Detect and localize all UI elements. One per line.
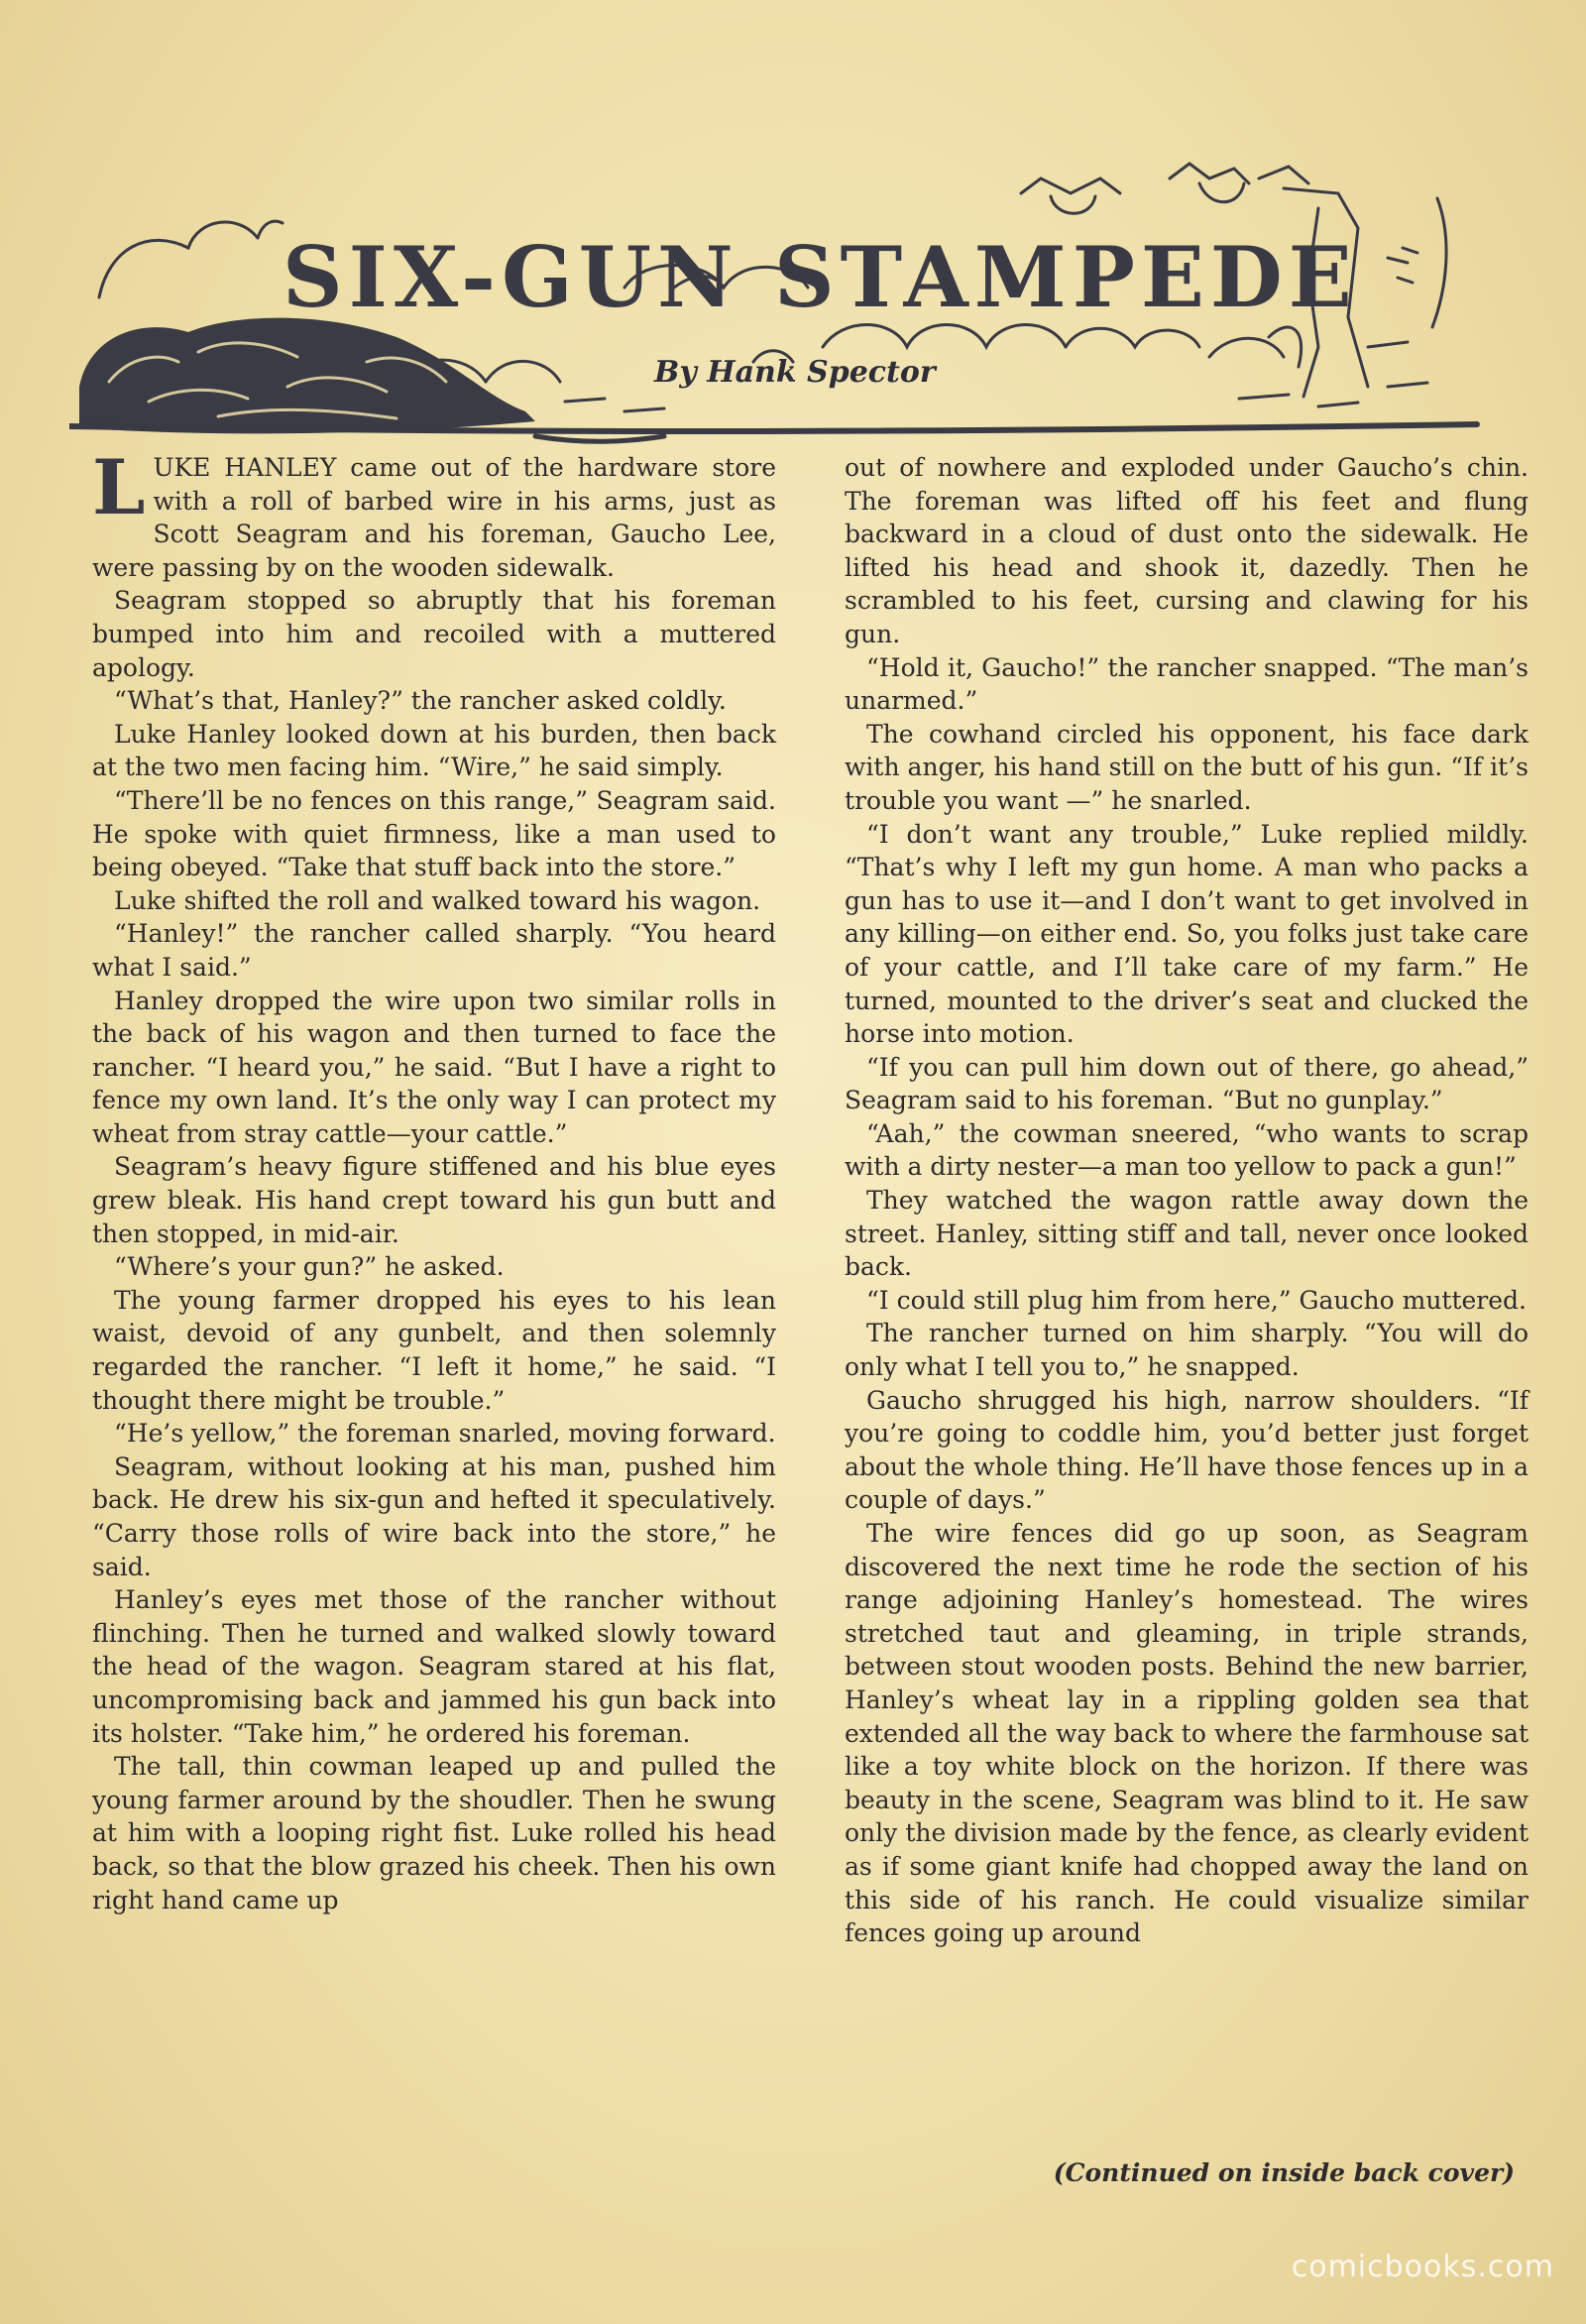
story-paragraph: The wire fences did go up soon, as Seagram discovered the next time he rode the section of his range adjoining Hanley’s homestead. The wires stretched taut and gleaming, in triple strands, between stout wooden posts. Behind the new barrier, Hanley’s wheat lay in a rippling golden sea that extended all the way back to where the farmhouse sat like a toy white block on the horizon. If there was beauty in the scene, Seagram was blind to it. He saw only the division made by the fence, as clearly evident as if some giant knife had chopped away the land on this side of his ranch. He could visualize similar fences going up around (845, 1519, 1529, 1948)
story-title: SIX-GUN STAMPEDE (283, 228, 1358, 326)
story-paragraph: Seagram stopped so abruptly that his foreman bumped into him and recoiled with a muttered apology. (92, 586, 776, 682)
story-paragraph: “Where’s your gun?” he asked. (114, 1252, 505, 1282)
site-watermark: comicbooks.com (1291, 2250, 1554, 2284)
story-paragraph: The cowhand circled his opponent, his face dark with anger, his hand still on the butt of his gun. “If it’s trouble you want —” he snarled. (845, 719, 1529, 815)
opening-paragraph-text: UKE HANLEY came out of the hardware store with a roll of barbed wire in his arms, just as Scott Seagram and his foreman, Gaucho Lee, were passing by on the wooden sidewalk. (92, 453, 776, 582)
story-byline: By Hank Spector (654, 355, 936, 390)
story-paragraph: Hanley’s eyes met those of the rancher without flinching. Then he turned and walked slowly toward the head of the wagon. Seagram stared at his flat, uncompromising back and jammed his gun back into its holster. “Take him,” he ordered his foreman. (92, 1585, 776, 1748)
story-paragraph: Gaucho shrugged his high, narrow shoulders. “If you’re going to coddle him, you’d better just forget about the whole thing. He’ll have those fences up in a couple of days.” (845, 1385, 1529, 1515)
story-column-right (845, 451, 1529, 1950)
story-paragraph: Seagram’s heavy figure stiffened and his blue eyes grew bleak. His hand crept toward his gun butt and then stopped, in mid-air. (92, 1152, 776, 1248)
story-paragraph: Luke Hanley looked down at his burden, then back at the two men facing him. “Wire,” he said simply. (92, 719, 776, 782)
story-paragraph: “I don’t want any trouble,” Luke replied mildly. “That’s why I left my gun home. A man who packs a gun has to use it—and I don’t want to get involved in any killing—on either end. So, you folks just take care of your cattle, and I’ll take care of my farm.” He turned, mounted to the driver’s seat and clucked the horse into motion. (845, 819, 1529, 1049)
story-paragraph: Seagram, without looking at his man, pushed him back. He drew his six-gun and hefted it speculatively. “Carry those rolls of wire back into the store,” he said. (92, 1452, 776, 1581)
story-paragraph: They watched the wagon rattle away down the street. Hanley, sitting stiff and tall, never once looked back. (845, 1186, 1529, 1282)
story-paragraph: “What’s that, Hanley?” the rancher asked coldly. (114, 686, 727, 716)
opening-paragraph (92, 443, 776, 584)
continued-note: (Continued on inside back cover) (1053, 2158, 1515, 2187)
story-paragraph: Hanley dropped the wire upon two similar rolls in the back of his wagon and then turned to face the rancher. “I heard you,” he said. “But I have a right to fence my own land. It’s the only way I can protect my wheat from stray cattle—your cattle.” (92, 986, 776, 1148)
story-paragraph-continued: out of nowhere and exploded under Gaucho’s chin. The foreman was lifted off his feet and flung backward in a cloud of dust onto the sidewalk. He lifted his head and shook it, dazedly. Then he scrambled to his feet, cursing and clawing for his gun. (845, 453, 1529, 648)
story-paragraph: The young farmer dropped his eyes to his lean waist, devoid of any gunbelt, and then solemnly regarded the rancher. “I left it home,” he said. “I thought there might be trouble.” (92, 1285, 776, 1415)
story-paragraph: The tall, thin cowman leaped up and pulled the young farmer around by the shoudler. Then he swung at him with a looping right fist. Luke rolled his head back, so that the blow grazed his cheek. Then his own right hand came up (92, 1752, 776, 1915)
story-header (69, 139, 1507, 456)
story-paragraph: “I could still plug him from here,” Gaucho muttered. (866, 1285, 1528, 1315)
story-column-left (92, 443, 776, 1917)
story-paragraph: “Hanley!” the rancher called sharply. “You heard what I said.” (92, 919, 776, 982)
story-paragraph: “Aah,” the cowman sneered, “who wants to scrap with a dirty nester—a man too yellow to pack a gun!” (845, 1118, 1529, 1182)
story-paragraph: “There’ll be no fences on this range,” Seagram said. He spoke with quiet firmness, like a man used to being obeyed. “Take that stuff back into the store.” (92, 785, 776, 882)
story-paragraph: The rancher turned on him sharply. “You will do only what I tell you to,” he snapped. (845, 1319, 1529, 1382)
story-paragraph: “If you can pull him down out of there, go ahead,” Seagram said to his foreman. “But no gunplay.” (845, 1052, 1529, 1115)
drop-cap: L (92, 443, 146, 531)
story-paragraph: “Hold it, Gaucho!” the rancher snapped. “The man’s unarmed.” (845, 652, 1529, 716)
story-paragraph: Luke shifted the roll and walked toward his wagon. (114, 885, 761, 915)
story-paragraph: “He’s yellow,” the foreman snarled, moving forward. (114, 1419, 776, 1449)
